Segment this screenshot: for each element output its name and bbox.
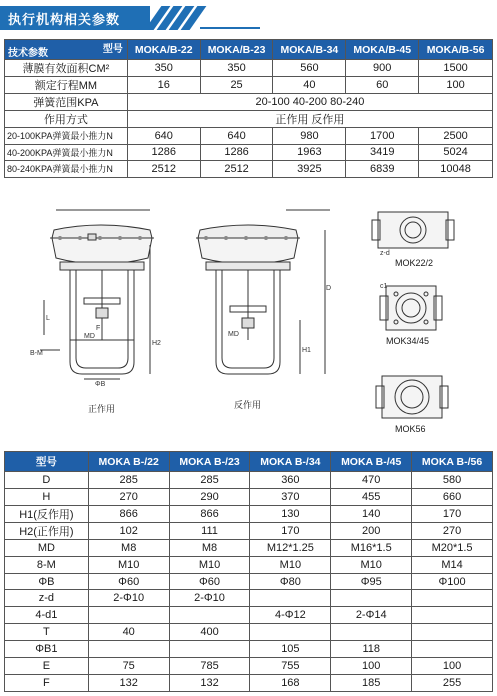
mok56-caption: MOK56 — [395, 424, 426, 434]
cell: 6839 — [346, 161, 419, 178]
row-label: 薄膜有效面积CM² — [5, 60, 128, 77]
params-row — [5, 60, 493, 77]
cell: 25 — [200, 77, 273, 94]
cell: Φ100 — [412, 573, 493, 590]
cell: 980 — [273, 128, 346, 145]
dim-z-d: z-d — [380, 250, 390, 257]
cell: 1500 — [419, 60, 493, 77]
dim-d: D — [326, 285, 332, 292]
row-label: ΦB — [5, 573, 89, 590]
section-header — [0, 6, 260, 30]
dims-model-header: MOKA B-/22 — [88, 452, 169, 472]
dimensions-table — [4, 451, 493, 692]
row-label: 额定行程MM — [5, 77, 128, 94]
row-label: 8-M — [5, 556, 89, 573]
cell: 185 — [331, 674, 412, 691]
params-corner-cell — [5, 40, 128, 60]
cell: 2500 — [419, 128, 493, 145]
row-label: H2(正作用) — [5, 522, 89, 539]
cell: M8 — [88, 539, 169, 556]
header-underline — [200, 27, 260, 29]
cell: 470 — [331, 472, 412, 489]
row-label: 作用方式 — [5, 111, 128, 128]
cell: 2512 — [127, 161, 200, 178]
dims-row — [5, 641, 493, 658]
dims-row — [5, 488, 493, 505]
params-row — [5, 144, 493, 161]
cell: M16*1.5 — [331, 539, 412, 556]
cell — [412, 590, 493, 607]
params-row — [5, 161, 493, 178]
params-model-header: MOKA/B-23 — [200, 40, 273, 60]
dims-row — [5, 505, 493, 522]
cell: 2512 — [200, 161, 273, 178]
cell: Φ60 — [88, 573, 169, 590]
cell — [331, 624, 412, 641]
cell: Φ60 — [169, 573, 250, 590]
cell: 40 — [273, 77, 346, 94]
params-model-header: MOKA/B-56 — [419, 40, 493, 60]
cell: 640 — [127, 128, 200, 145]
corner-model-label: 型号 — [102, 44, 123, 55]
dims-row — [5, 539, 493, 556]
cell: 105 — [250, 641, 331, 658]
dims-model-header: MOKA B-/34 — [250, 452, 331, 472]
params-model-header: MOKA/B-34 — [273, 40, 346, 60]
cell: 350 — [127, 60, 200, 77]
direct-action-caption: 正作用 — [88, 404, 116, 414]
dims-model-header: MOKA B-/56 — [412, 452, 493, 472]
cell: 900 — [346, 60, 419, 77]
cell: 118 — [331, 641, 412, 658]
cell: 40 — [88, 624, 169, 641]
cell: M10 — [88, 556, 169, 573]
mok22-caption: MOK22/2 — [395, 258, 434, 268]
dims-model-header: MOKA B-/45 — [331, 452, 412, 472]
cell — [169, 641, 250, 658]
spring-range-value: 20-100 40-200 80-240 — [127, 94, 492, 111]
corner-param-label: 技术参数 — [8, 48, 48, 59]
params-row — [5, 111, 493, 128]
cell: 270 — [412, 522, 493, 539]
dims-body — [5, 472, 493, 692]
params-model-header: MOKA/B-22 — [127, 40, 200, 60]
cell: 200 — [331, 522, 412, 539]
cell: 370 — [250, 488, 331, 505]
dims-header-row — [5, 452, 493, 472]
cell: Φ80 — [250, 573, 331, 590]
header-stripes — [150, 6, 198, 30]
params-row — [5, 128, 493, 145]
dims-row — [5, 674, 493, 691]
row-label: H1(反作用) — [5, 505, 89, 522]
cell: 1286 — [200, 144, 273, 161]
row-label: F — [5, 674, 89, 691]
cell: 2-Φ10 — [88, 590, 169, 607]
cell: 10048 — [419, 161, 493, 178]
cell: 660 — [412, 488, 493, 505]
cell: 866 — [169, 505, 250, 522]
dims-row — [5, 590, 493, 607]
cell — [250, 624, 331, 641]
cell: 285 — [169, 472, 250, 489]
dims-row — [5, 556, 493, 573]
cell — [88, 641, 169, 658]
cell: 60 — [346, 77, 419, 94]
dim-c1: c1 — [380, 283, 388, 290]
row-label: D — [5, 472, 89, 489]
row-label: 80-240KPA弹簧最小推力N — [5, 161, 128, 178]
cell: 3419 — [346, 144, 419, 161]
cell — [250, 590, 331, 607]
dims-row — [5, 472, 493, 489]
dims-corner-cell: 型号 — [5, 452, 89, 472]
cell: 168 — [250, 674, 331, 691]
cell: 100 — [331, 658, 412, 675]
row-label: 40-200KPA弹簧最小推力N — [5, 144, 128, 161]
dim-md: MD — [84, 333, 95, 340]
cell: 866 — [88, 505, 169, 522]
cell: 111 — [169, 522, 250, 539]
cell: 785 — [169, 658, 250, 675]
cell — [331, 590, 412, 607]
dim-phi-b: ΦB — [95, 381, 106, 388]
dims-row — [5, 522, 493, 539]
cell: M10 — [250, 556, 331, 573]
dim-f: F — [96, 325, 101, 332]
cell: 360 — [250, 472, 331, 489]
row-label: E — [5, 658, 89, 675]
dims-row — [5, 658, 493, 675]
cell: 1700 — [346, 128, 419, 145]
dim-h1: H1 — [302, 347, 311, 354]
technical-drawings — [0, 190, 497, 440]
row-label: ΦB1 — [5, 641, 89, 658]
cell: 4-Φ12 — [250, 607, 331, 624]
reverse-action-drawing — [196, 210, 331, 374]
section-title: 执行机构相关参数 — [8, 13, 121, 28]
cell: 580 — [412, 472, 493, 489]
params-model-header: MOKA/B-45 — [346, 40, 419, 60]
cell — [412, 607, 493, 624]
direct-action-drawing — [30, 210, 161, 388]
cell: 2-Φ14 — [331, 607, 412, 624]
cell: 1286 — [127, 144, 200, 161]
cell — [169, 607, 250, 624]
params-row — [5, 77, 493, 94]
mok34-caption: MOK34/45 — [386, 336, 430, 346]
cell: 400 — [169, 624, 250, 641]
actuator-params-table — [4, 39, 493, 178]
dims-model-header: MOKA B-/23 — [169, 452, 250, 472]
cell — [412, 624, 493, 641]
cell: 102 — [88, 522, 169, 539]
params-row — [5, 94, 493, 111]
params-header-row — [5, 40, 493, 60]
cell: 130 — [250, 505, 331, 522]
cell — [412, 641, 493, 658]
cell: 640 — [200, 128, 273, 145]
dims-row — [5, 624, 493, 641]
cell: 132 — [88, 674, 169, 691]
cell: 140 — [331, 505, 412, 522]
cell: 755 — [250, 658, 331, 675]
cell: 290 — [169, 488, 250, 505]
cell: 100 — [419, 77, 493, 94]
cell: 270 — [88, 488, 169, 505]
cell — [88, 607, 169, 624]
row-label: z-d — [5, 590, 89, 607]
row-label: T — [5, 624, 89, 641]
cell: 100 — [412, 658, 493, 675]
cell: Φ95 — [331, 573, 412, 590]
cell: M8 — [169, 539, 250, 556]
dim-b-m: B-M — [30, 350, 43, 357]
dims-row — [5, 607, 493, 624]
cell: 16 — [127, 77, 200, 94]
cell: 5024 — [419, 144, 493, 161]
dims-row — [5, 573, 493, 590]
dim-l: L — [46, 315, 50, 322]
cell: 75 — [88, 658, 169, 675]
cell: 132 — [169, 674, 250, 691]
row-label: 4-d1 — [5, 607, 89, 624]
cell: M14 — [412, 556, 493, 573]
cell: 3925 — [273, 161, 346, 178]
dim-md-rev: MD — [228, 331, 239, 338]
cell: 170 — [412, 505, 493, 522]
row-label: MD — [5, 539, 89, 556]
reverse-action-caption: 反作用 — [234, 400, 262, 410]
flange-drawings — [372, 212, 454, 418]
cell: 455 — [331, 488, 412, 505]
row-label: 弹簧范围KPA — [5, 94, 128, 111]
cell: 170 — [250, 522, 331, 539]
cell: 350 — [200, 60, 273, 77]
cell: M10 — [331, 556, 412, 573]
cell: 560 — [273, 60, 346, 77]
cell: 1963 — [273, 144, 346, 161]
cell: M12*1.25 — [250, 539, 331, 556]
cell: 2-Φ10 — [169, 590, 250, 607]
action-mode-value: 正作用 反作用 — [127, 111, 492, 128]
cell: M20*1.5 — [412, 539, 493, 556]
row-label: H — [5, 488, 89, 505]
cell: 255 — [412, 674, 493, 691]
cell: M10 — [169, 556, 250, 573]
cell: 285 — [88, 472, 169, 489]
row-label: 20-100KPA弹簧最小推力N — [5, 128, 128, 145]
dim-h2: H2 — [152, 340, 161, 347]
